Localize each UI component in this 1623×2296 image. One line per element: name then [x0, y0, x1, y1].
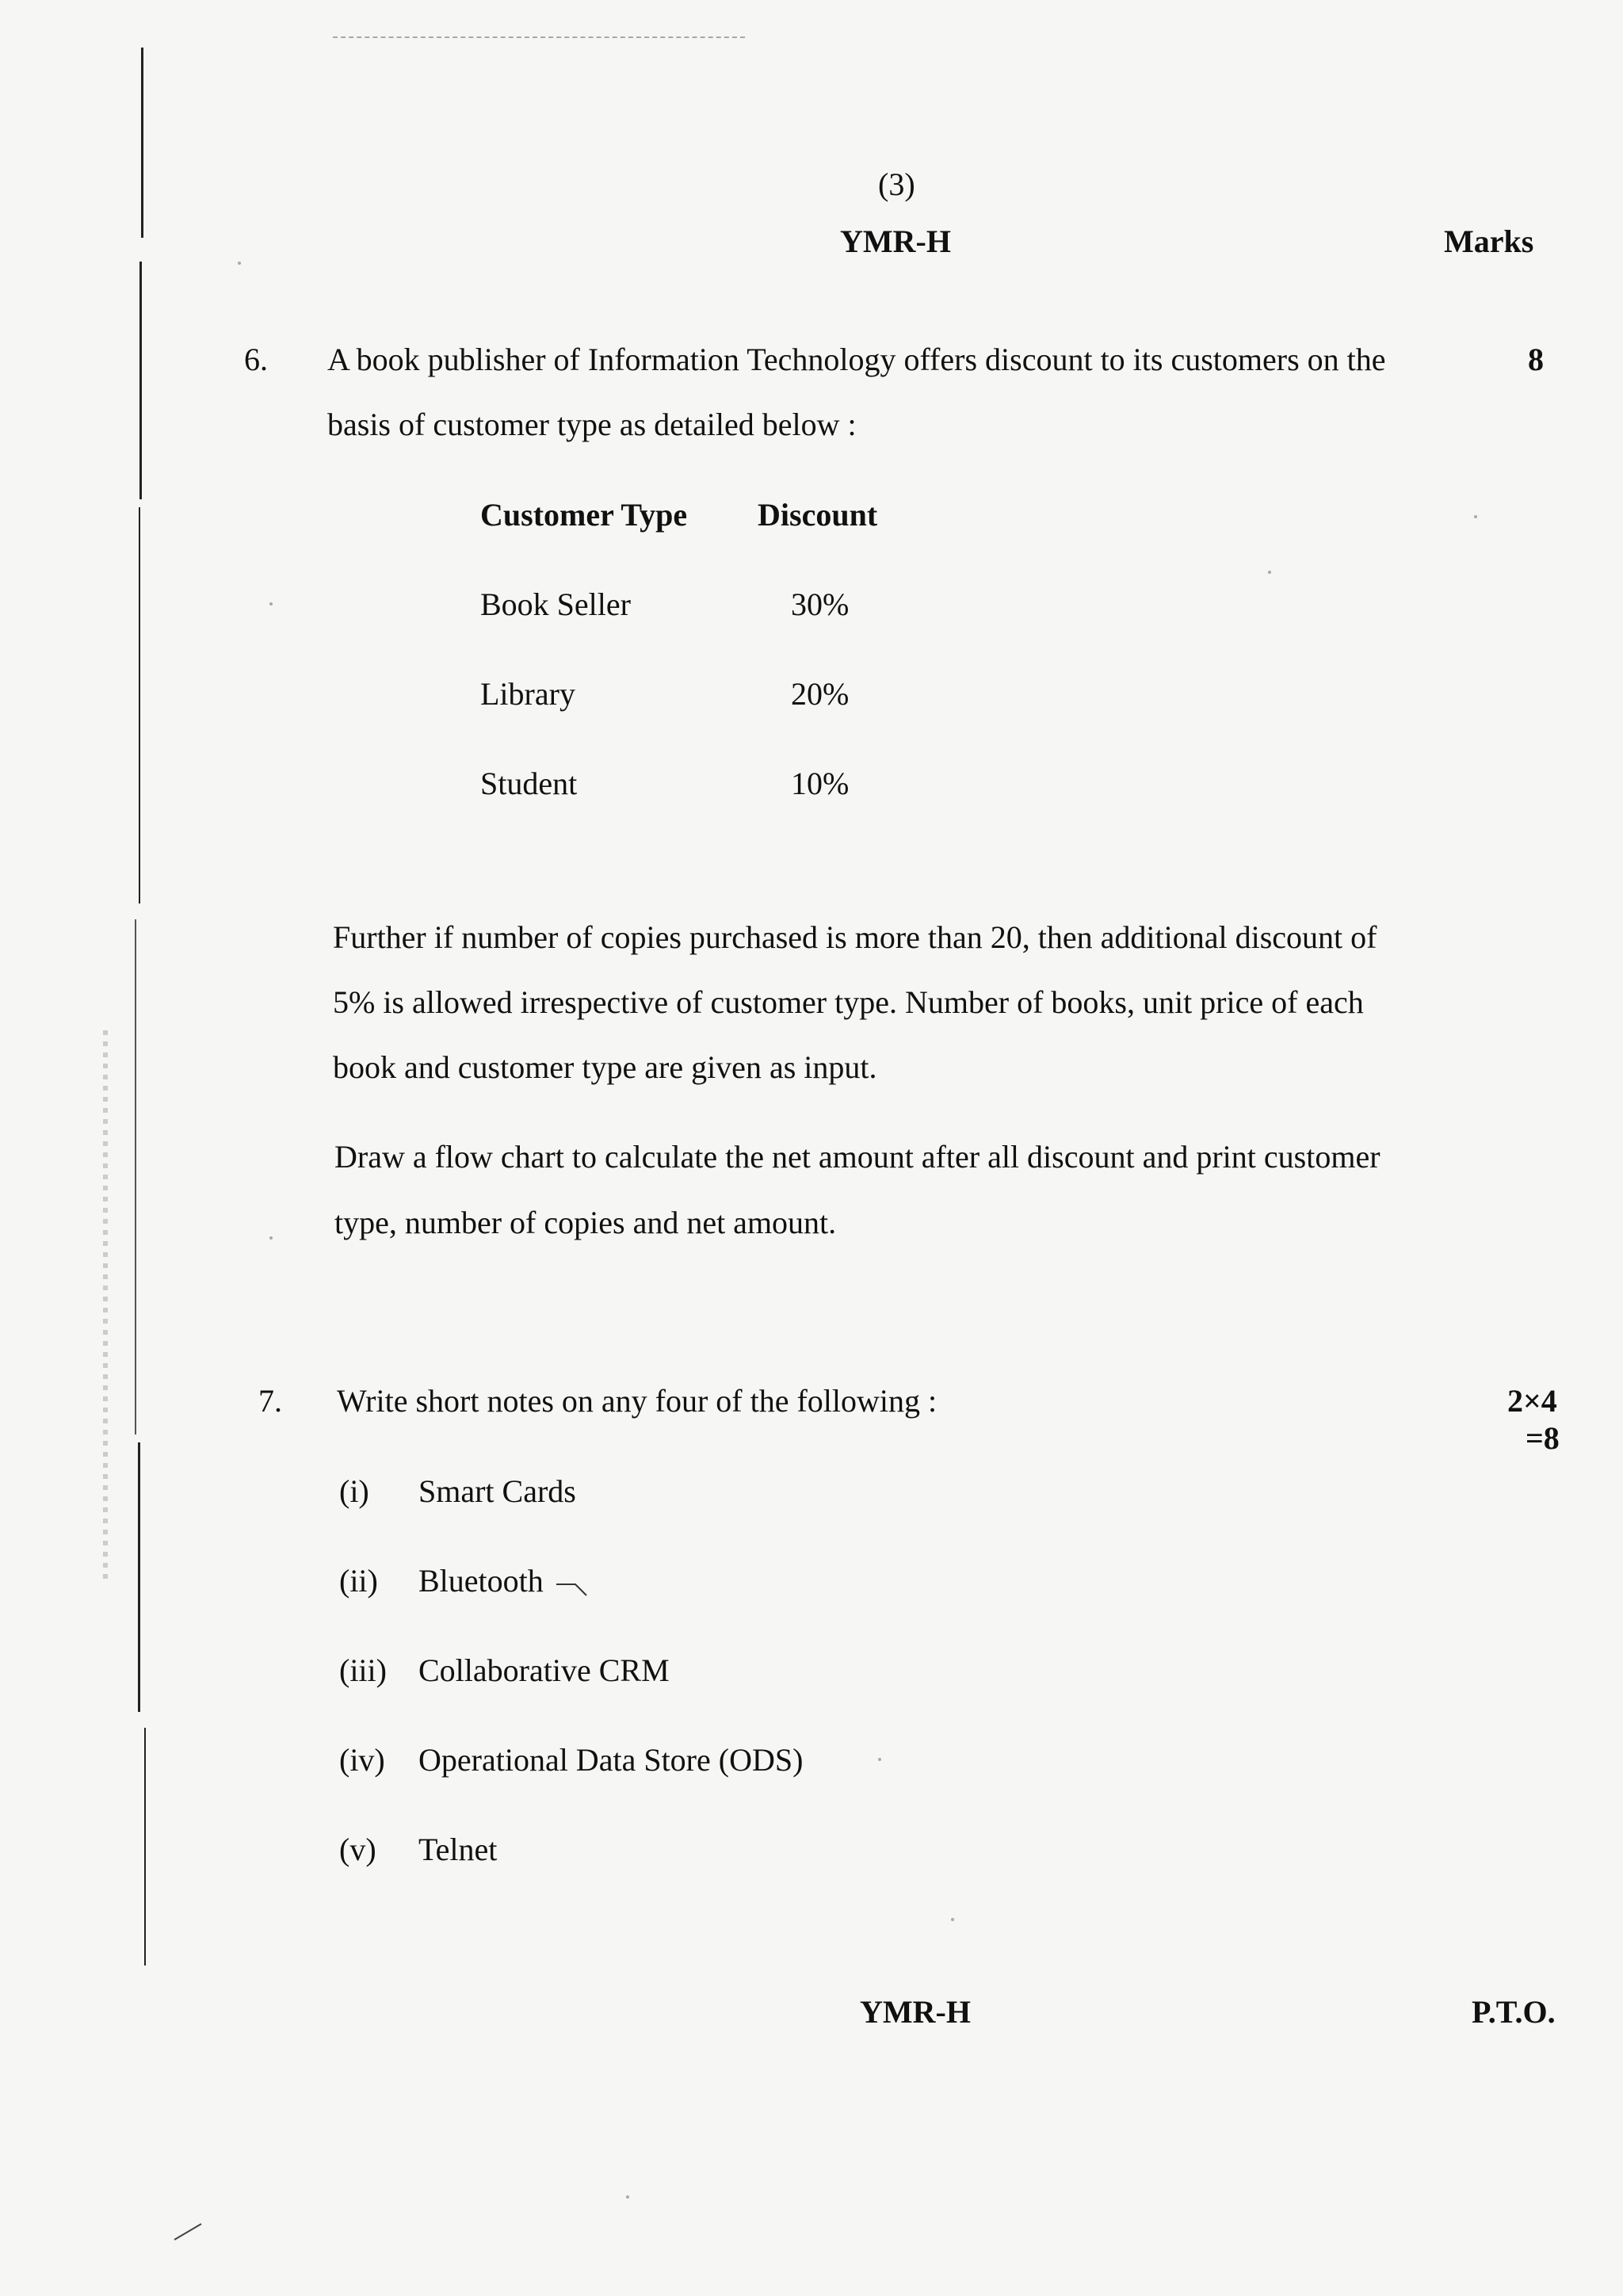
option-number: (iv) — [339, 1742, 385, 1778]
option-number: (ii) — [339, 1563, 378, 1599]
scan-speck — [269, 1236, 273, 1240]
option-number: (i) — [339, 1473, 369, 1509]
marks-column-label: Marks — [1444, 223, 1534, 259]
paper-code-footer: YMR-H — [860, 1994, 971, 2030]
question-6-paragraph: Further if number of copies purchased is more than 20, then additional discount of — [333, 919, 1377, 955]
question-6-number: 6. — [244, 342, 268, 377]
binding-margin-line — [141, 48, 143, 238]
table-header-discount: Discount — [758, 497, 878, 533]
option-text: Bluetooth — [418, 1563, 544, 1599]
option-number: (iii) — [339, 1652, 387, 1688]
please-turn-over: P.T.O. — [1472, 1994, 1556, 2030]
option-number: (v) — [339, 1832, 376, 1867]
table-cell-discount: 30% — [791, 586, 850, 622]
pen-mark — [555, 1573, 590, 1597]
pen-mark — [173, 2219, 204, 2243]
binding-margin-line — [139, 262, 142, 499]
scan-speck — [238, 262, 241, 265]
table-cell-discount: 20% — [791, 676, 850, 712]
table-cell-discount: 10% — [791, 766, 850, 801]
option-text: Telnet — [418, 1832, 498, 1867]
question-6-intro: A book publisher of Information Technology offers discount to its customers on the — [327, 342, 1386, 377]
question-7-number: 7. — [258, 1383, 282, 1419]
question-7-marks: 2×4 — [1507, 1383, 1557, 1419]
question-6-instruction: Draw a flow chart to calculate the net amount after all discount and print customer — [334, 1139, 1381, 1175]
binding-margin-line — [135, 919, 136, 1435]
scan-speck — [626, 2195, 629, 2199]
table-cell-customer-type: Student — [480, 766, 578, 801]
scan-speck — [269, 602, 273, 606]
question-7-marks-total: =8 — [1526, 1420, 1560, 1456]
question-6-paragraph: book and customer type are given as input. — [333, 1049, 877, 1085]
question-7-text: Write short notes on any four of the following : — [337, 1383, 938, 1419]
scan-speck — [951, 1918, 954, 1921]
binding-margin-line — [144, 1728, 146, 1966]
scan-speck — [1268, 571, 1271, 574]
question-6-marks: 8 — [1528, 342, 1544, 377]
option-text: Smart Cards — [418, 1473, 576, 1509]
paper-code-header: YMR-H — [840, 223, 951, 259]
binding-margin-line — [138, 1442, 140, 1712]
question-6-instruction: type, number of copies and net amount. — [334, 1205, 837, 1240]
scan-speck — [878, 1758, 881, 1761]
option-text: Collaborative CRM — [418, 1652, 670, 1688]
option-text: Operational Data Store (ODS) — [418, 1742, 804, 1778]
scan-speck — [1474, 515, 1477, 518]
table-cell-customer-type: Library — [480, 676, 575, 712]
table-header-customer-type: Customer Type — [480, 497, 688, 533]
question-6-paragraph: 5% is allowed irrespective of customer type. Number of books, unit price of each — [333, 984, 1364, 1020]
scan-streak — [103, 1030, 108, 1585]
binding-margin-line — [139, 507, 140, 904]
table-cell-customer-type: Book Seller — [480, 586, 631, 622]
scan-artifact-top — [333, 36, 745, 38]
question-6-intro: basis of customer type as detailed below : — [327, 407, 857, 442]
page-number: (3) — [878, 166, 915, 202]
